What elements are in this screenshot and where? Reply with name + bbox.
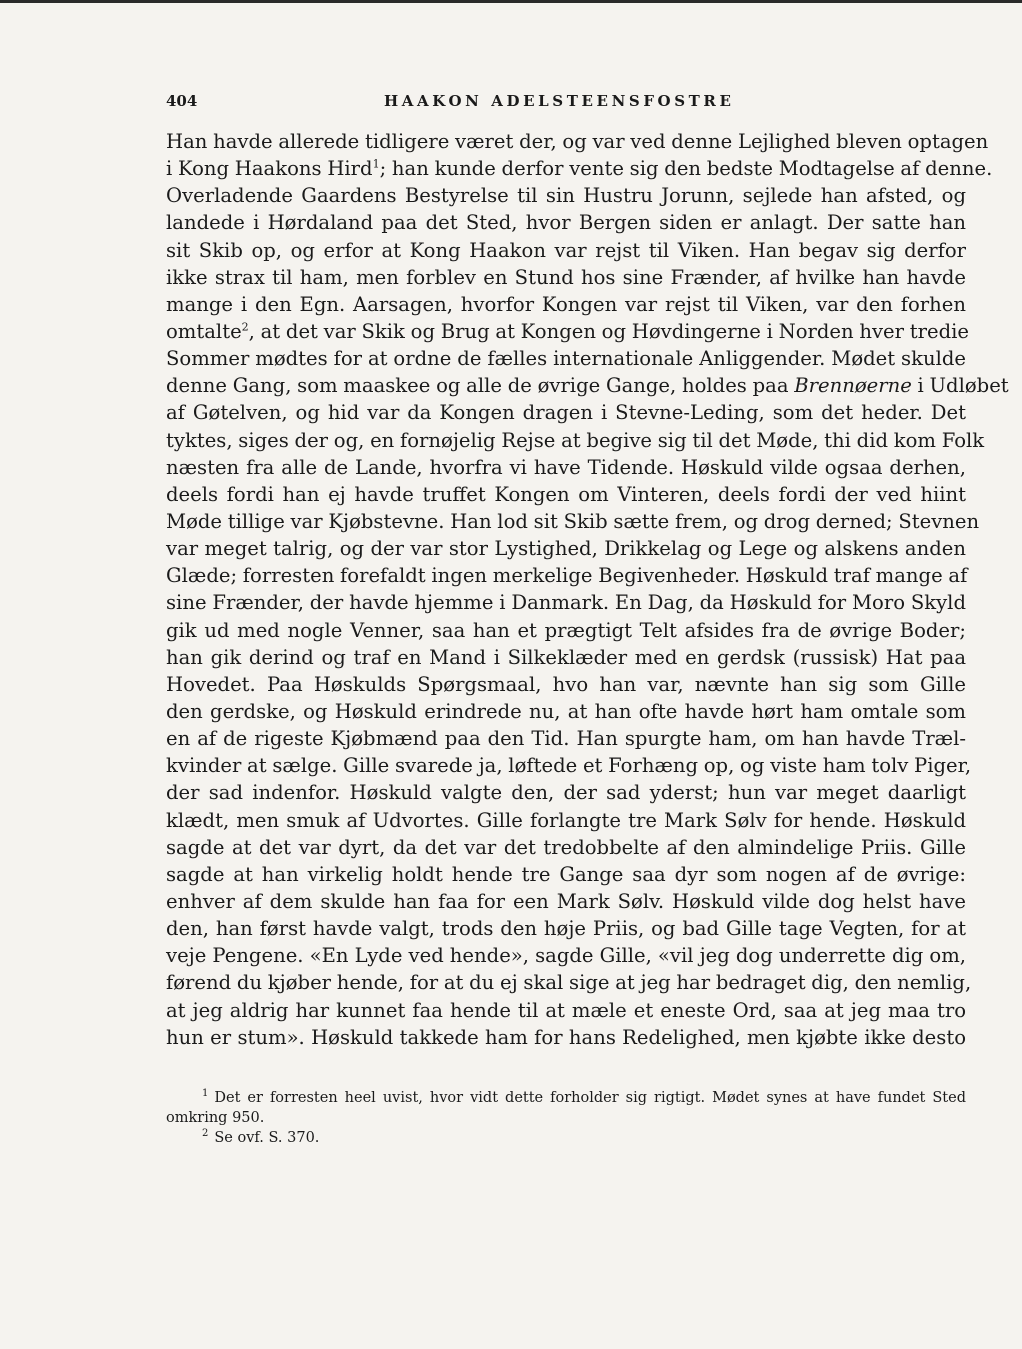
footnotes bbox=[166, 1088, 966, 1148]
text-line: landede i Hørdaland paa det Sted, hvor Bergen siden er anlagt. Der satte han bbox=[166, 211, 966, 235]
page-number: 404 bbox=[166, 92, 198, 110]
text-line: førend du kjøber hende, for at du ej skal sige at jeg har bedraget dig, den nemlig, bbox=[166, 971, 972, 995]
footnote-1 bbox=[166, 1088, 966, 1128]
text-line: at jeg aldrig har kunnet faa hende til at mæle et eneste Ord, saa at jeg maa tro bbox=[166, 998, 966, 1022]
running-title: HAAKON ADELSTEENSFOSTRE bbox=[384, 92, 735, 110]
text-line: klædt, men smuk af Udvortes. Gille forlangte tre Mark Sølv for hende. Høskuld bbox=[166, 808, 966, 832]
text-line: en af de rigeste Kjøbmænd paa den Tid. Han spurgte ham, om han havde Træl- bbox=[166, 727, 966, 751]
text-line: næsten fra alle de Lande, hvorfra vi have Tidende. Høskuld vilde ogsaa derhen, bbox=[166, 455, 966, 479]
text-line: af Gøtelven, og hid var da Kongen dragen i Stevne-Leding, som det heder. Det bbox=[166, 401, 966, 425]
text-line: den, han først havde valgt, trods den høje Priis, og bad Gille tage Vegten, for at bbox=[166, 917, 966, 941]
text-line: Glæde; forresten forefaldt ingen merkelige Begivenheder. Høskuld traf mange af bbox=[166, 564, 968, 588]
text-line: den gerdske, og Høskuld erindrede nu, at han ofte havde hørt ham omtale som bbox=[166, 699, 966, 723]
text-line: sit Skib op, og erfor at Kong Haakon var rejst til Viken. Han begav sig derfor bbox=[166, 238, 966, 262]
footnote-line: omkring 950. bbox=[166, 1110, 265, 1126]
italic-place-name: Brennøerne bbox=[794, 374, 912, 398]
footnote-mark: 2 bbox=[202, 1128, 209, 1140]
text-line: han gik derind og traf en Mand i Silkeklæder med en gerdsk (russisk) Hat paa bbox=[166, 645, 966, 669]
text-line: sine Frænder, der havde hjemme i Danmark. En Dag, da Høskuld for Moro Skyld bbox=[166, 591, 966, 615]
footnote-text: Se ovf. S. 370. bbox=[214, 1130, 320, 1146]
body-text bbox=[166, 128, 1009, 1051]
text-line: veje Pengene. «En Lyde ved hende», sagde Gille, «vil jeg dog underrette dig om, bbox=[166, 944, 966, 968]
text-segment: i Udløbet bbox=[911, 374, 1009, 398]
text-line: enhver af dem skulde han faa for een Mark Sølv. Høskuld vilde dog helst have bbox=[166, 889, 966, 913]
text-line bbox=[166, 318, 969, 345]
footnote-2 bbox=[166, 1128, 966, 1148]
footnote-ref-2: 2 bbox=[241, 320, 249, 334]
footnote-mark: 1 bbox=[202, 1088, 209, 1100]
text-line: gik ud med nogle Venner, saa han et prægtigt Telt afsides fra de øvrige Boder; bbox=[166, 618, 966, 642]
text-segment: omtalte bbox=[166, 319, 242, 343]
text-line: ikke strax til ham, men forblev en Stund hos sine Frænder, af hvilke han havde bbox=[166, 265, 966, 289]
text-segment: i Kong Haakons Hird bbox=[166, 157, 373, 181]
text-line: var meget talrig, og der var stor Lystighed, Drikkelag og Lege og alskens anden bbox=[166, 537, 966, 561]
footnote-ref-1: 1 bbox=[372, 157, 380, 171]
text-segment: , at det var Skik og Brug at Kongen og Høvdingerne i Norden hver tredie bbox=[248, 319, 969, 343]
text-line bbox=[166, 155, 993, 182]
footnote-line bbox=[166, 1128, 966, 1148]
footnote-line bbox=[166, 1088, 966, 1108]
text-line: hun er stum». Høskuld takkede ham for hans Redelighed, men kjøbte ikke desto bbox=[166, 1025, 966, 1049]
text-line: der sad indenfor. Høskuld valgte den, der sad yderst; hun var meget daarligt bbox=[166, 781, 966, 805]
text-segment: ; han kunde derfor vente sig den bedste Modtagelse af denne. bbox=[379, 157, 993, 181]
footnote-text: Det er forresten heel uvist, hvor vidt dette forholder sig rigtigt. Mødet synes at have fundet Sted bbox=[214, 1090, 966, 1106]
top-border bbox=[0, 0, 1022, 3]
text-line: mange i den Egn. Aarsagen, hvorfor Kongen var rejst til Viken, var den forhen bbox=[166, 292, 966, 316]
text-line: sagde at det var dyrt, da det var det tredobbelte af den almindelige Priis. Gille bbox=[166, 835, 966, 859]
text-line bbox=[166, 372, 1009, 399]
text-line: deels fordi han ej havde truffet Kongen om Vinteren, deels fordi der ved hiint bbox=[166, 482, 966, 506]
text-line: Han havde allerede tidligere været der, og var ved denne Lejlighed bleven optagen bbox=[166, 130, 989, 153]
text-line: kvinder at sælge. Gille svarede ja, løftede et Forhæng op, og viste ham tolv Piger, bbox=[166, 754, 972, 778]
text-line: Sommer mødtes for at ordne de fælles internationale Anliggender. Mødet skulde bbox=[166, 347, 966, 371]
text-line: Møde tillige var Kjøbstevne. Han lod sit Skib sætte frem, og drog derned; Stevnen bbox=[166, 509, 980, 533]
text-line: Overladende Gaardens Bestyrelse til sin Hustru Jorunn, sejlede han afsted, og bbox=[166, 184, 966, 208]
text-segment: denne Gang, som maaskee og alle de øvrige Gange, holdes paa bbox=[166, 374, 795, 398]
running-header bbox=[166, 92, 966, 116]
text-line: sagde at han virkelig holdt hende tre Gange saa dyr som nogen af de øvrige: bbox=[166, 862, 966, 886]
text-line: Hovedet. Paa Høskulds Spørgsmaal, hvo han var, nævnte han sig som Gille bbox=[166, 672, 966, 696]
text-line: tyktes, siges der og, en fornøjelig Rejse at begive sig til det Møde, thi did kom Folk bbox=[166, 428, 985, 452]
